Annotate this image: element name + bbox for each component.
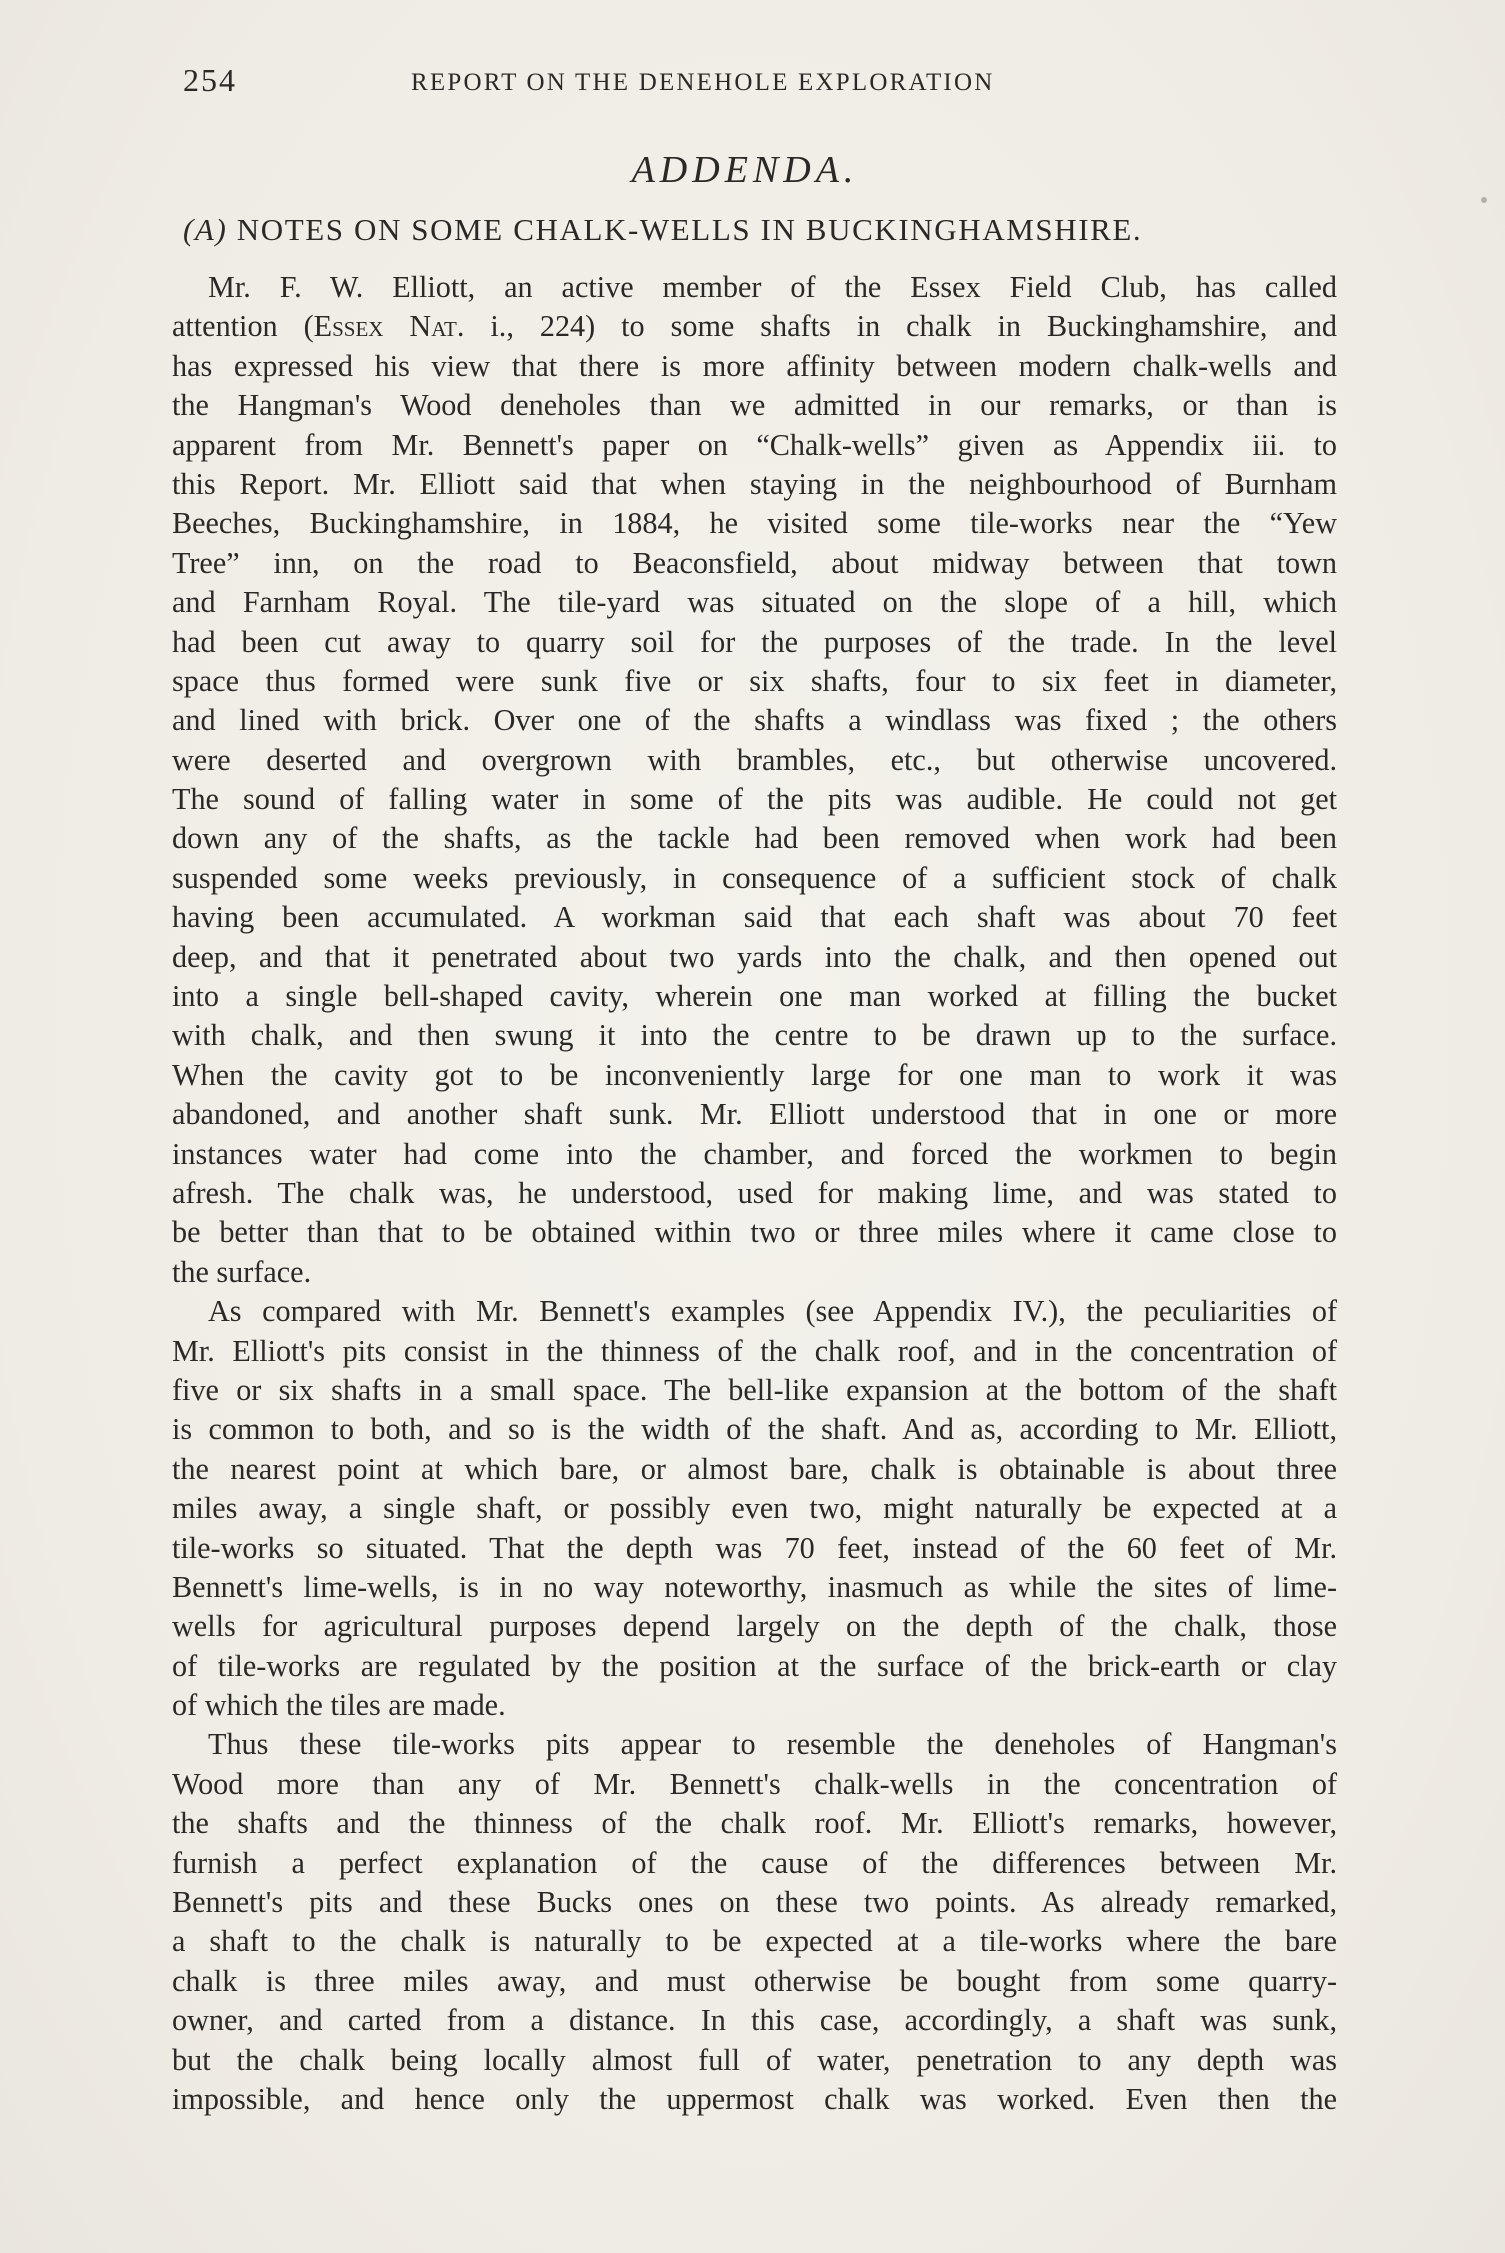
text-line: a shaft to the chalk is naturally to be expected at a tile-works where the bare <box>172 1924 1337 1959</box>
journal-abbrev: Essex Nat. <box>313 309 465 344</box>
text-line: the surface. <box>172 1254 312 1289</box>
section-heading-text: NOTES ON SOME CHALK-WELLS IN BUCKINGHAMSHIRE. <box>236 212 1143 247</box>
running-head <box>183 62 1338 102</box>
page-number: 254 <box>183 62 237 98</box>
text-line: abandoned, and another shaft sunk. Mr. Elliott understood that in one or more <box>172 1097 1337 1132</box>
text-line: of tile-works are regulated by the position at the surface of the brick-earth or clay <box>172 1648 1337 1683</box>
paragraph <box>172 1292 1337 1725</box>
text-line: the Hangman's Wood deneholes than we admitted in our remarks, or than is <box>172 388 1337 423</box>
text-line: were deserted and overgrown with brambles, etc., but otherwise uncovered. <box>172 742 1337 777</box>
text-line: this Report. Mr. Elliott said that when staying in the neighbourhood of Burnham <box>172 466 1337 501</box>
text-line: space thus formed were sunk five or six shafts, four to six feet in diameter, <box>172 663 1337 698</box>
text-line: with chalk, and then swung it into the centre to be drawn up to the surface. <box>172 1018 1337 1053</box>
paragraph <box>172 1725 1337 2119</box>
text-line: instances water had come into the chamber, and forced the workmen to begin <box>172 1136 1337 1171</box>
text-line: five or six shafts in a small space. The bell-like expansion at the bottom of the shaft <box>172 1372 1337 1407</box>
text-line: chalk is three miles away, and must otherwise be bought from some quarry- <box>172 1963 1337 1998</box>
body-text <box>172 268 1337 2119</box>
text-line: but the chalk being locally almost full of water, penetration to any depth was <box>172 2042 1337 2077</box>
text-line: the nearest point at which bare, or almost bare, chalk is obtainable is about three <box>172 1451 1337 1486</box>
text-line: had been cut away to quarry soil for the purposes of the trade. In the level <box>172 624 1337 659</box>
text-line: Mr. F. W. Elliott, an active member of the Essex Field Club, has called <box>208 270 1337 304</box>
section-letter: (A) <box>183 212 228 247</box>
text-line: attention (Essex Nat. i., 224) to some shafts in chalk in Buckinghamshire, and <box>172 309 1337 344</box>
text-line: afresh. The chalk was, he understood, used for making lime, and was stated to <box>172 1175 1337 1210</box>
running-title: REPORT ON THE DENEHOLE EXPLORATION <box>411 69 995 96</box>
text-line: Wood more than any of Mr. Bennett's chalk-wells in the concentration of <box>172 1766 1337 1801</box>
section-heading <box>183 212 1343 248</box>
text-line: Bennett's pits and these Bucks ones on these two points. As already remarked, <box>172 1885 1337 1920</box>
text-line: is common to both, and so is the width of the shaft. And as, according to Mr. Elliott, <box>172 1412 1337 1447</box>
text-line: Thus these tile-works pits appear to resemble the deneholes of Hangman's <box>208 1727 1337 1762</box>
text-line: the shafts and the thinness of the chalk roof. Mr. Elliott's remarks, however, <box>172 1806 1337 1841</box>
paper-speck <box>1481 197 1487 203</box>
text-line: The sound of falling water in some of the pits was audible. He could not get <box>172 782 1337 817</box>
text-line: be better than that to be obtained within two or three miles where it came close to <box>172 1215 1337 1250</box>
text-line: tile-works so situated. That the depth was 70 feet, instead of the 60 feet of Mr. <box>172 1530 1337 1565</box>
text-line: impossible, and hence only the uppermost chalk was worked. Even then the <box>172 2081 1337 2116</box>
text-line: Beeches, Buckinghamshire, in 1884, he visited some tile-works near the “Yew <box>172 506 1337 541</box>
text-line: When the cavity got to be inconveniently large for one man to work it was <box>172 1057 1337 1092</box>
text-line: down any of the shafts, as the tackle had been removed when work had been <box>172 821 1337 856</box>
text-line: and Farnham Royal. The tile-yard was situated on the slope of a hill, which <box>172 585 1337 620</box>
paragraph <box>172 268 1337 1292</box>
text-line: furnish a perfect explanation of the cause of the differences between Mr. <box>172 1845 1337 1880</box>
text-line: and lined with brick. Over one of the shafts a windlass was fixed ; the others <box>172 703 1337 738</box>
text-line: miles away, a single shaft, or possibly even two, might naturally be expected at a <box>172 1491 1337 1526</box>
text-line: has expressed his view that there is more affinity between modern chalk-wells and <box>172 348 1337 383</box>
addenda-title: ADDENDA. <box>631 149 859 191</box>
text-line: Tree” inn, on the road to Beaconsfield, about midway between that town <box>172 545 1337 580</box>
text-line: apparent from Mr. Bennett's paper on “Chalk-wells” given as Appendix iii. to <box>172 427 1337 462</box>
text-line: having been accumulated. A workman said that each shaft was about 70 feet <box>172 900 1337 935</box>
text-line: into a single bell-shaped cavity, wherein one man worked at filling the bucket <box>172 979 1337 1014</box>
text-line: of which the tiles are made. <box>172 1688 506 1723</box>
text-line: wells for agricultural purposes depend largely on the depth of the chalk, those <box>172 1609 1337 1644</box>
text-line: owner, and carted from a distance. In this case, accordingly, a shaft was sunk, <box>172 2003 1337 2038</box>
text-line: As compared with Mr. Bennett's examples (see Appendix IV.), the peculiarities of <box>208 1294 1337 1329</box>
text-line: Bennett's lime-wells, is in no way noteworthy, inasmuch as while the sites of lime- <box>172 1569 1337 1604</box>
text-line: Mr. Elliott's pits consist in the thinness of the chalk roof, and in the concentration of <box>172 1333 1337 1368</box>
text-line: deep, and that it penetrated about two yards into the chalk, and then opened out <box>172 939 1337 974</box>
text-line: suspended some weeks previously, in consequence of a sufficient stock of chalk <box>172 860 1337 895</box>
